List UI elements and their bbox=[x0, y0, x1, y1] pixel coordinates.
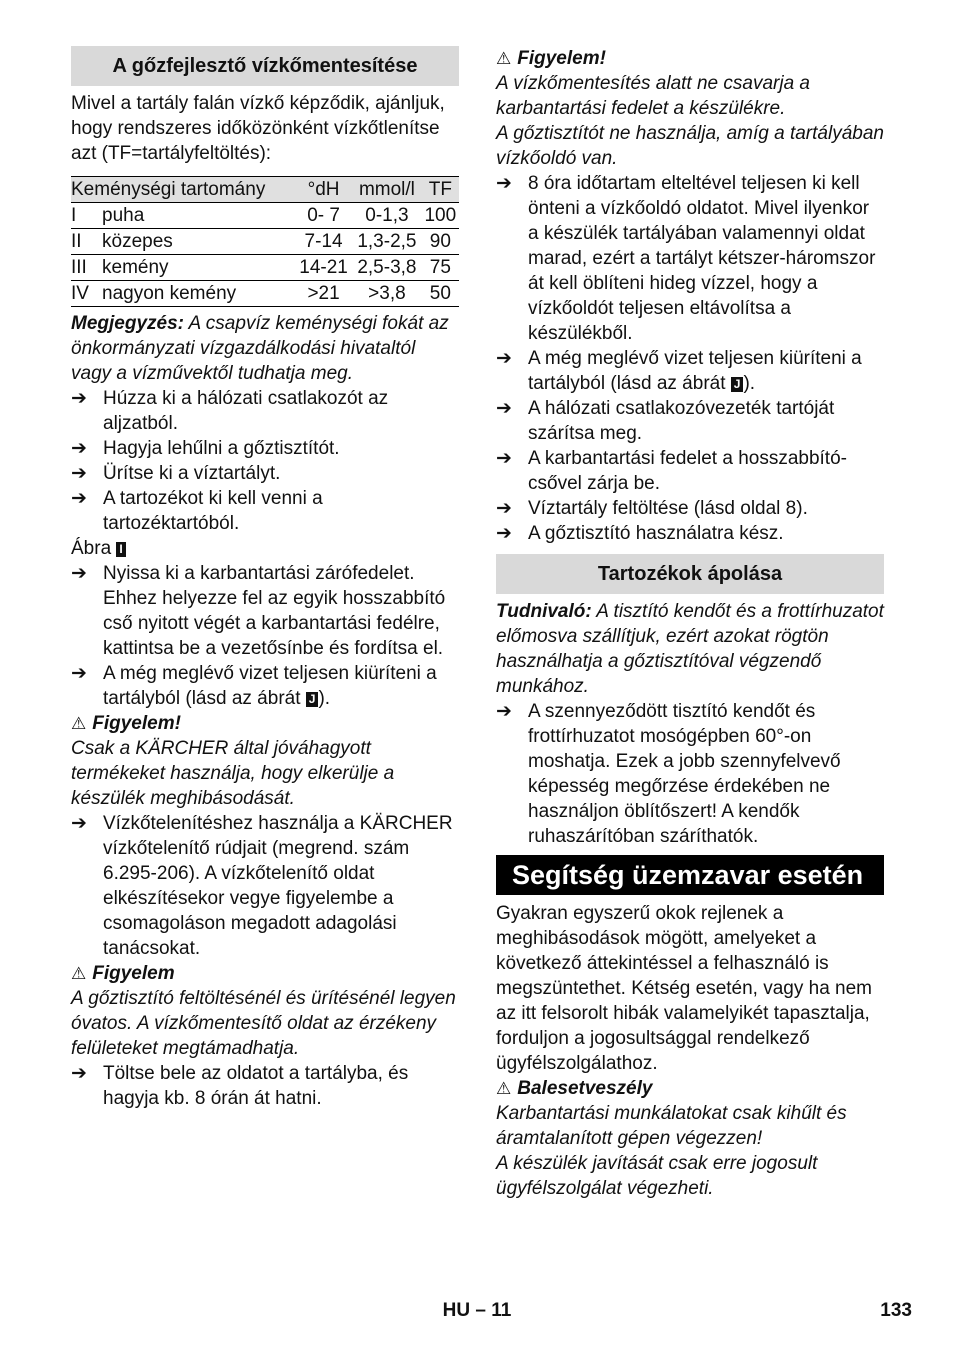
table-cell: III bbox=[71, 255, 102, 281]
warning-title bbox=[496, 46, 884, 71]
table-cell: 50 bbox=[422, 281, 459, 307]
warning-title-text: Figyelem bbox=[92, 963, 175, 984]
arrow-right-icon: ➔ bbox=[71, 813, 87, 834]
danger-title bbox=[496, 1076, 884, 1101]
list-item bbox=[71, 1061, 459, 1111]
list-item-text: Ürítse ki a víztartályt. bbox=[103, 463, 281, 484]
list-item-text: 8 óra időtartam elteltével teljesen ki kell önteni a vízkőoldó oldatot. Mivel ilyenkor a készülék tartályában valamennyi oldat marad, ezért a tartályt kétszer-háromszor át kell öblíteni hideg vízzel, hogy a vízkőoldót teljesen eltávolítsa a készülékből. bbox=[528, 173, 876, 344]
list-item bbox=[496, 496, 884, 521]
arrow-right-icon: ➔ bbox=[496, 523, 512, 544]
note-paragraph bbox=[71, 311, 459, 386]
arrow-right-icon: ➔ bbox=[71, 463, 87, 484]
table-cell: 90 bbox=[422, 229, 459, 255]
info-label: Tudnivaló: bbox=[496, 601, 592, 622]
danger-text: A készülék javítását csak erre jogosult ügyfélszolgálat végezheti. bbox=[496, 1153, 818, 1199]
list-item-text: Víztartály feltöltése (lásd oldal 8). bbox=[528, 498, 808, 519]
table-header-cell: Keménységi tartomány bbox=[71, 177, 295, 203]
list-item bbox=[496, 171, 884, 346]
arrow-right-icon: ➔ bbox=[71, 438, 87, 459]
list-item-text: Vízkőtelenítéshez használja a KÄRCHER vízkőtelenítő rúdjait (megrend. szám 6.295-206). A vízkőtelenítő oldat elkészítésekor vegye figyelembe a csomagoláson megadott adagolási tanácsokat. bbox=[103, 813, 453, 959]
table-cell: 2,5-3,8 bbox=[352, 255, 422, 281]
warning-triangle-icon: ⚠ bbox=[496, 1079, 512, 1098]
list-item bbox=[71, 486, 459, 536]
warning-text: A gőztisztítót ne használja, amíg a tartályában vízkőoldó van. bbox=[496, 123, 884, 169]
list-item bbox=[71, 811, 459, 961]
list-item-text: A karbantartási fedelet a hosszabbító-csővel zárja be. bbox=[528, 448, 847, 494]
figure-key-badge: J bbox=[731, 377, 744, 392]
warning-title bbox=[71, 961, 459, 986]
left-column bbox=[71, 46, 459, 1111]
table-cell: közepes bbox=[102, 229, 295, 255]
help-paragraph: Gyakran egyszerű okok rejlenek a meghibásodások mögött, amelyeket a következő áttekintéssel a felhasználó is megszüntethet. Kétség esetén, vagy ha nem az itt felsorolt hibák valamelyikét tapasztalja, forduljon a jogosultsággal rendelkező ügyfélszolgálathoz. bbox=[496, 903, 873, 1074]
right-column bbox=[496, 46, 884, 1201]
arrow-right-icon: ➔ bbox=[71, 563, 87, 584]
table-cell: 14-21 bbox=[295, 255, 352, 281]
table-cell: >21 bbox=[295, 281, 352, 307]
warning-title bbox=[71, 711, 459, 736]
table-header-cell: mmol/l bbox=[352, 177, 422, 203]
list-item bbox=[496, 521, 884, 546]
intro-paragraph: Mivel a tartály falán vízkő képződik, ajánljuk, hogy rendszeres időközönként vízkőtlenítse azt (TF=tartályfeltöltés): bbox=[71, 93, 445, 164]
note-text: A csapvíz keménységi fokát az önkormányzati vízgazdálkodási hivataltól vagy a vízművektől tudhatja meg. bbox=[71, 313, 449, 384]
table-cell: 0- 7 bbox=[295, 203, 352, 229]
list-item bbox=[71, 461, 459, 486]
info-paragraph bbox=[496, 599, 884, 699]
table-header-cell: °dH bbox=[295, 177, 352, 203]
figure-reference bbox=[71, 536, 459, 561]
table-cell: 7-14 bbox=[295, 229, 352, 255]
arrow-right-icon: ➔ bbox=[496, 498, 512, 519]
table-cell: 0-1,3 bbox=[352, 203, 422, 229]
table-cell: kemény bbox=[102, 255, 295, 281]
arrow-right-icon: ➔ bbox=[496, 173, 512, 194]
warning-title-text: Figyelem! bbox=[517, 48, 606, 69]
warning-text: A gőztisztító feltöltésénél és ürítésénél legyen óvatos. A vízkőmentesítő oldat az érzékeny felületeket megtámadhatja. bbox=[71, 988, 456, 1059]
list-item-text: ). bbox=[318, 688, 331, 709]
list-item-text: Hagyja lehűlni a gőztisztítót. bbox=[103, 438, 340, 459]
list-item bbox=[71, 561, 459, 661]
table-header-row bbox=[71, 177, 459, 203]
list-item bbox=[496, 699, 884, 849]
warning-text: A vízkőmentesítés alatt ne csavarja a karbantartási fedelet a készülékre. bbox=[496, 73, 811, 119]
list-item-text: Töltse bele az oldatot a tartályba, és hagyja kb. 8 órán át hatni. bbox=[103, 1063, 409, 1109]
warning-triangle-icon: ⚠ bbox=[71, 714, 87, 733]
info-text: A tisztító kendőt és a frottírhuzatot előmosva szállítjuk, ezért azokat rögtön használhatja a gőztisztítóval végzendő munkához. bbox=[496, 601, 884, 697]
list-item-text: A tartozékot ki kell venni a tartozéktartóból. bbox=[103, 488, 323, 534]
table-cell: I bbox=[71, 203, 102, 229]
list-item-text: ). bbox=[743, 373, 756, 394]
table-cell: IV bbox=[71, 281, 102, 307]
list-item-text: Nyissa ki a karbantartási zárófedelet. Ehhez helyezze fel az egyik hosszabbító cső nyitott végét a karbantartási fedélre, kattintsa be a vezetősínbe és fordítsa el. bbox=[103, 563, 446, 659]
table-cell: 100 bbox=[422, 203, 459, 229]
page-number: 133 bbox=[880, 1300, 912, 1321]
table-cell: >3,8 bbox=[352, 281, 422, 307]
list-item bbox=[71, 386, 459, 436]
table-row bbox=[71, 229, 459, 255]
figure-key-badge: J bbox=[306, 692, 319, 707]
arrow-right-icon: ➔ bbox=[496, 701, 512, 722]
list-item bbox=[71, 661, 459, 711]
list-item-text: A még meglévő vizet teljesen kiüríteni a tartályból (lásd az ábrát bbox=[103, 663, 437, 709]
list-item bbox=[496, 346, 884, 396]
table-cell: II bbox=[71, 229, 102, 255]
danger-text: Karbantartási munkálatokat csak kihűlt és áramtalanított gépen végezzen! bbox=[496, 1103, 847, 1149]
list-item-text: Húzza ki a hálózati csatlakozót az aljzatból. bbox=[103, 388, 389, 434]
section-heading-descaling: A gőzfejlesztő vízkőmentesítése bbox=[71, 46, 459, 86]
list-item-text: A gőztisztító használatra kész. bbox=[528, 523, 784, 544]
warning-text: Csak a KÄRCHER által jóváhagyott termékeket használja, hogy elkerülje a készülék meghibásodását. bbox=[71, 738, 395, 809]
footer-section-label: HU – 11 bbox=[442, 1300, 512, 1321]
list-item bbox=[496, 446, 884, 496]
figure-label: Ábra bbox=[71, 538, 112, 559]
warning-triangle-icon: ⚠ bbox=[71, 964, 87, 983]
arrow-right-icon: ➔ bbox=[71, 663, 87, 684]
arrow-right-icon: ➔ bbox=[496, 448, 512, 469]
note-label: Megjegyzés: bbox=[71, 313, 184, 334]
arrow-right-icon: ➔ bbox=[71, 388, 87, 409]
list-item-text: A még meglévő vizet teljesen kiüríteni a tartályból (lásd az ábrát bbox=[528, 348, 862, 394]
warning-triangle-icon: ⚠ bbox=[496, 49, 512, 68]
arrow-right-icon: ➔ bbox=[496, 398, 512, 419]
list-item bbox=[71, 436, 459, 461]
list-item-text: A szennyeződött tisztító kendőt és frottírhuzatot mosógépben 60°-on moshatja. Ezek a jobb szennyfelvevő képesség megőrzése érdekében ne használjon öblítőszert! A kendők ruhaszárítóban száríthatók. bbox=[528, 701, 841, 847]
figure-key-badge: I bbox=[116, 542, 125, 557]
list-item-text: A hálózati csatlakozóvezeték tartóját szárítsa meg. bbox=[528, 398, 835, 444]
arrow-right-icon: ➔ bbox=[496, 348, 512, 369]
table-cell: 1,3-2,5 bbox=[352, 229, 422, 255]
table-cell: nagyon kemény bbox=[102, 281, 295, 307]
hardness-table bbox=[71, 176, 459, 307]
arrow-right-icon: ➔ bbox=[71, 1063, 87, 1084]
warning-title-text: Figyelem! bbox=[92, 713, 181, 734]
table-row bbox=[71, 203, 459, 229]
arrow-right-icon: ➔ bbox=[71, 488, 87, 509]
table-row bbox=[71, 255, 459, 281]
table-row bbox=[71, 281, 459, 307]
list-item bbox=[496, 396, 884, 446]
table-header-cell: TF bbox=[422, 177, 459, 203]
section-heading-accessory-care: Tartozékok ápolása bbox=[496, 554, 884, 594]
danger-title-text: Balesetveszély bbox=[517, 1078, 653, 1099]
table-cell: 75 bbox=[422, 255, 459, 281]
table-cell: puha bbox=[102, 203, 295, 229]
chapter-heading-troubleshooting: Segítség üzemzavar esetén bbox=[496, 855, 884, 895]
